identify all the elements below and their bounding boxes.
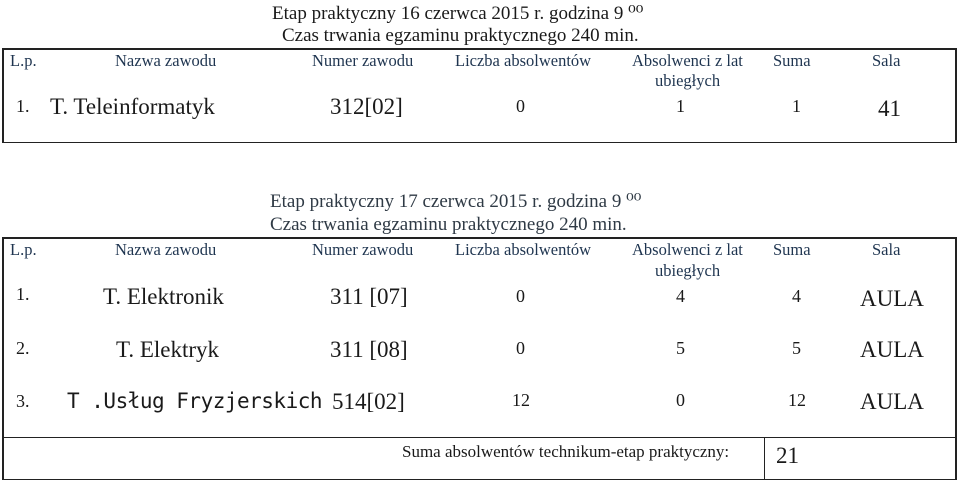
section1-title: Etap praktyczny 16 czerwca 2015 r. godzina 9 ⁰⁰ xyxy=(272,3,644,24)
s2-row1-code: 311 [07] xyxy=(330,284,408,309)
s1-row1-room: 41 xyxy=(878,96,901,121)
section2-duration: Czas trwania egzaminu praktycznego 240 min. xyxy=(270,214,627,235)
s2-header-sum: Suma xyxy=(773,240,811,259)
s2-row2-past: 5 xyxy=(676,338,685,358)
s1-row1-past: 1 xyxy=(676,96,685,116)
total-cell-divider xyxy=(764,438,765,480)
section2-bottom-border xyxy=(2,479,957,480)
s1-header-sum: Suma xyxy=(773,51,811,70)
s2-row2-count: 0 xyxy=(516,338,525,358)
s2-row3-code: 514[02] xyxy=(332,389,405,414)
total-label: Suma absolwentów technikum-etap praktyczny: xyxy=(402,442,730,461)
section1-top-border xyxy=(2,48,957,50)
s2-row2-sum: 5 xyxy=(792,338,801,358)
s2-row3-name: T .Usług Fryzjerskich xyxy=(67,389,323,413)
section2-title: Etap praktyczny 17 czerwca 2015 r. godzina 9 ⁰⁰ xyxy=(270,191,642,212)
s1-header-lp: L.p. xyxy=(10,51,37,70)
s2-row2-room: AULA xyxy=(860,337,924,362)
s1-header-count: Liczba absolwentów xyxy=(455,51,592,70)
s1-row1-sum: 1 xyxy=(792,96,801,116)
s2-header-past: Absolwenci z lat xyxy=(632,240,743,259)
section1-bottom-border xyxy=(2,142,957,143)
s2-row1-past: 4 xyxy=(676,286,685,306)
s2-row3-count: 12 xyxy=(512,390,530,410)
section1-duration: Czas trwania egzaminu praktycznego 240 min. xyxy=(282,25,639,46)
s1-row1-code: 312[02] xyxy=(330,94,403,119)
s1-header-name: Nazwa zawodu xyxy=(115,51,217,70)
s1-header-code: Numer zawodu xyxy=(312,51,414,70)
section2-right-border xyxy=(955,239,957,480)
s2-row1-name: T. Elektronik xyxy=(103,284,224,309)
s2-row3-past: 0 xyxy=(676,390,685,410)
s2-row1-room: AULA xyxy=(860,286,924,311)
section2-table-bottom-border xyxy=(2,437,957,438)
s2-row2-lp: 2. xyxy=(16,338,30,358)
s2-header-past-2: ubiegłych xyxy=(655,261,721,280)
total-value: 21 xyxy=(776,443,799,468)
section2-top-border xyxy=(2,237,957,239)
section2-left-border xyxy=(2,239,4,480)
s2-row3-lp: 3. xyxy=(16,391,30,411)
s1-row1-name: T. Teleinformatyk xyxy=(50,94,215,119)
s2-row1-count: 0 xyxy=(516,286,525,306)
s2-row3-room: AULA xyxy=(860,389,924,414)
s2-row1-sum: 4 xyxy=(792,286,801,306)
s2-row3-sum: 12 xyxy=(788,390,806,410)
s1-header-past: Absolwenci z lat xyxy=(632,51,743,70)
s1-header-room: Sala xyxy=(872,51,901,70)
s2-header-room: Sala xyxy=(872,240,901,259)
s2-row2-name: T. Elektryk xyxy=(116,337,220,362)
s2-row1-lp: 1. xyxy=(16,284,30,304)
s2-header-lp: L.p. xyxy=(10,240,37,259)
s2-header-code: Numer zawodu xyxy=(312,240,414,259)
section1-right-border xyxy=(955,50,957,143)
s2-header-name: Nazwa zawodu xyxy=(115,240,217,259)
s1-header-past-2: ubiegłych xyxy=(655,71,721,90)
s1-row1-count: 0 xyxy=(516,96,525,116)
section1-left-border xyxy=(2,50,4,143)
s1-row1-lp: 1. xyxy=(16,96,30,116)
s2-row2-code: 311 [08] xyxy=(330,337,408,362)
s2-header-count: Liczba absolwentów xyxy=(455,240,592,259)
